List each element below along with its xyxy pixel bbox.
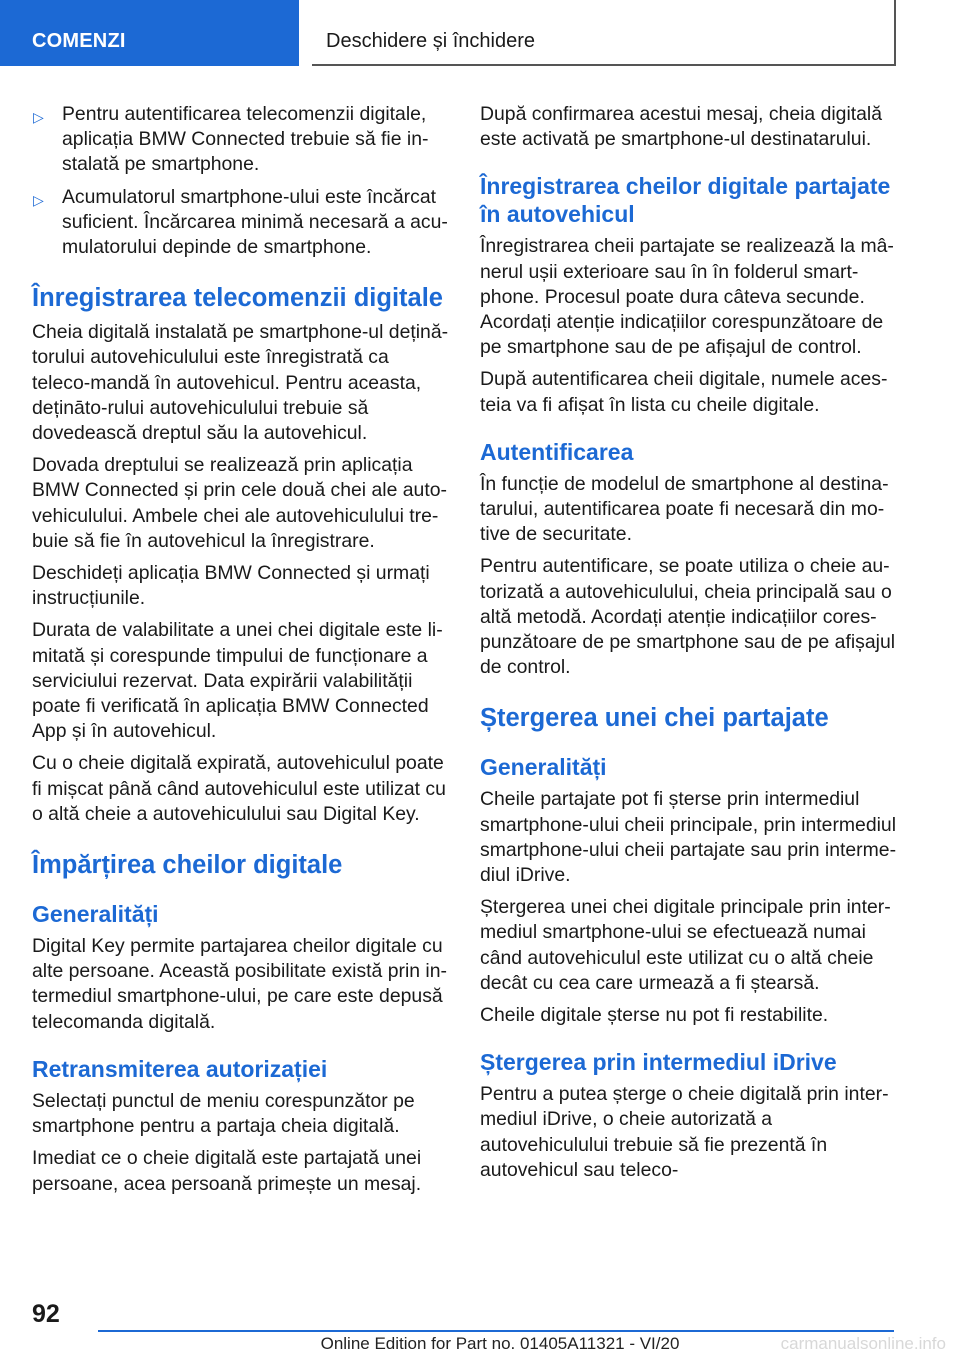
paragraph: Pentru a putea șterge o cheie digitală prin inter-mediul iDrive, o cheie autorizată a autovehiculului trebuie să fie prezentă în autovehicul sau teleco- [480,1083,889,1181]
paragraph: Cheile digitale șterse nu pot fi restabilite. [480,1004,829,1027]
list-item: ▷ Pentru autentificarea telecomenzii digitale, aplicația BMW Connected trebuie să fie in-stalată pe smartphone. [33,103,429,176]
paragraph: Imediat ce o cheie digitală este partajată unei persoane, acea persoană primește un mesaj. [32,1147,422,1195]
paragraph: Cheia digitală instalată pe smartphone-ul dețină-torului autovehiculului este înregistrată ca teleco-mandă în autovehicul. Pentru aceasta, dețināto-rului autovehiculului trebuie să dovedească dreptul său la autovehicul. [32,321,449,445]
watermark: carmanualsonline.info [780,1334,946,1353]
triangle-bullet-icon: ▷ [33,109,44,125]
subheading-authentication: Autentificarea [480,438,634,465]
paragraph: Digital Key permite partajarea cheilor digitale cu alte persoane. Această posibilitate există prin in-termediul smartphone-ului, pe care este depusă telecomanda digitală. [32,935,447,1033]
heading-registration: Înregistrarea telecomenzii digitale [32,284,443,313]
right-column [480,102,898,1190]
paragraph: După confirmarea acestui mesaj, cheia digitală este activată pe smartphone-ul destinatarului. [480,103,883,151]
paragraph: Dovada dreptului se realizează prin aplicația BMW Connected și prin cele două chei ale auto-vehiculului. Ambele chei ale autovehiculului tre-buie să fie în autovehicul la înregistrare. [32,454,447,552]
footer-divider [98,1330,894,1332]
list-item: ▷ Acumulatorul smartphone-ului este încărcat suficient. Încărcarea minimă necesară a acu-mulatorului depinde de smartphone. [33,185,448,259]
footer-edition: Online Edition for Part no. 01405A11321 - VI/20 [320,1334,680,1353]
paragraph: Deschideți aplicația BMW Connected și urmați instrucțiunile. [32,562,430,610]
header-section-tab [0,0,299,66]
paragraph: Selectați punctul de meniu corespunzător pe smartphone pentru a partaja cheia digitală. [32,1089,415,1138]
page-number: 92 [32,1300,60,1328]
header-subsection-tab [312,0,896,66]
subheading-shared-registration: Înregistrarea cheilor digitale partajate în autovehicul [480,173,891,228]
paragraph: În funcție de modelul de smartphone al destina-tarului, autentificarea poate fi necesară din mo-tive de securitate. [480,472,889,546]
triangle-bullet-icon: ▷ [33,191,44,208]
subheading-forward-authorization: Retransmiterea autorizației [32,1055,328,1082]
paragraph: Înregistrarea cheii partajate se realizează la mâ-nerul ușii exterioare sau în în folderul smart-phone. Procesul poate dura câteva secunde. Acordați atenție indicațiilor corespunzătoare de pe smartphone sau de pe afișajul de control. [480,235,894,359]
paragraph: Ștergerea unei chei digitale principale prin inter-mediul smartphone-ului se efectuează numai când autovehiculul este utilizat cu o altă cheie decât cu cea care urmează a fi ștearsă. [480,896,891,994]
paragraph: Cheile partajate pot fi șterse prin intermediul smartphone-ului cheii principale, prin intermediul smartphone-ului cheii partajate sau prin interme-diul iDrive. [480,788,897,887]
paragraph: Cu o cheie digitală expirată, autovehiculul poate fi mișcat până când autovehiculul este utilizat cu o altă cheie a autovehiculului sau Digital Key. [32,752,446,825]
paragraph: Durata de valabilitate a unei chei digitale este li-mitată și corespunde timpului de funcționare a serviciului rezervat. Data expirării valabilității poate fi verificată în aplicația BMW Connected App și în autovehicul. [32,619,443,743]
heading-delete-shared-key: Ștergerea unei chei partajate [480,704,829,733]
subheading-general: Generalități [32,901,159,928]
subheading-general: Generalități [480,754,607,781]
heading-sharing: Împărțirea cheilor digitale [32,851,343,880]
subheading-delete-idrive: Ștergerea prin intermediul iDrive [480,1049,837,1076]
paragraph: Pentru autentificare, se poate utiliza o cheie au-torizată a autovehiculului, cheia principală sau o altă metodă. Acordați atenție indicațiilor cores-punzătoare de pe smartphone sau de pe afișajul de control. [480,555,896,679]
header-subsection-title: Deschidere și închidere [326,30,535,52]
left-column [32,102,450,1204]
paragraph: După autentificarea cheii digitale, numele aces-teia va fi afișat în lista cu cheile digitale. [480,368,888,416]
header-section-title: COMENZI [32,30,126,52]
